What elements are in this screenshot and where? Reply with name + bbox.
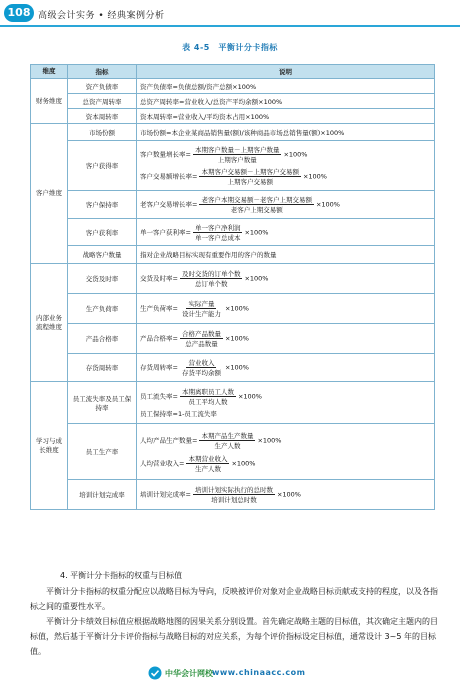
denominator: 生产人数 [194, 464, 221, 473]
description-cell [137, 324, 435, 354]
denominator: 上期客户数量 [217, 156, 257, 164]
multiplier: ×100% [231, 459, 256, 467]
indicator-cell: 市场份额 [68, 124, 137, 141]
table-header-row [31, 65, 435, 79]
table-row [31, 79, 435, 94]
page-header [0, 0, 460, 28]
formula-label: 客户数量增长率= [140, 150, 191, 159]
indicator-cell: 客户保持率 [68, 191, 137, 219]
denominator: 生产人数 [214, 441, 241, 450]
formula-line [140, 167, 431, 186]
formula-fraction [186, 454, 229, 473]
multiplier: ×100% [302, 172, 327, 181]
formula-label: 生产负荷率= [140, 304, 178, 313]
description-cell [137, 480, 435, 510]
numerator: 实际产量 [188, 300, 215, 308]
numerator: 营业收入 [188, 359, 215, 367]
formula-label: 产品合格率= [140, 334, 178, 343]
table-row [31, 424, 435, 480]
numerator: 培训计划实际执行的总时数 [194, 486, 273, 494]
multiplier: ×100% [244, 228, 269, 236]
denominator: 培训计划总时数 [211, 496, 257, 504]
table-row [31, 354, 435, 382]
table-row [31, 324, 435, 354]
formula-fraction [193, 145, 282, 164]
description-cell [137, 219, 435, 246]
multiplier: ×100% [283, 150, 308, 159]
multiplier: ×100% [276, 490, 301, 499]
formula-fraction [180, 358, 223, 377]
formula-fraction [180, 269, 243, 288]
multiplier: ×100% [315, 200, 340, 209]
column-header-indicator: 指标 [68, 65, 137, 79]
table-row [31, 141, 435, 191]
numerator: 及时交货的订单个数 [181, 270, 241, 278]
table-row [31, 246, 435, 264]
balanced-scorecard-table [30, 64, 435, 510]
formula-label: 客户交易额增长率= [140, 172, 198, 181]
dimension-finance: 财务维度 [31, 79, 68, 124]
formula-label: 员工流失率= [140, 392, 178, 401]
formula-label: 培训计划完成率= [140, 490, 191, 499]
page-number: 108 [4, 4, 34, 22]
formula-fraction [193, 223, 243, 242]
multiplier: ×100% [257, 436, 282, 444]
denominator: 总产品数量 [185, 340, 218, 348]
description-cell: 指对企业战略目标实现有重要作用的客户的数量 [137, 246, 435, 264]
denominator: 存货平均余额 [181, 369, 221, 377]
indicator-cell: 战略客户数量 [68, 246, 137, 264]
indicator-cell: 员工流失率及员工保持率 [68, 382, 137, 424]
indicator-cell: 客户获利率 [68, 219, 137, 246]
formula-line [140, 431, 431, 450]
formula-label: 交货及时率= [140, 274, 178, 283]
formula-line [140, 454, 431, 473]
description-cell [137, 424, 435, 480]
table-row [31, 294, 435, 324]
formula-label: 单一客户获利率= [140, 228, 191, 236]
indicator-cell: 产品合格率 [68, 324, 137, 354]
header-rule [0, 25, 460, 27]
formula-label: 人均产品生产数量= [140, 436, 198, 444]
description-cell [137, 264, 435, 294]
indicator-cell: 资产负债率 [68, 79, 137, 94]
description-cell: 市场份额=本企业某商品销售量(额)/该种商品市场总销售量(额)×100% [137, 124, 435, 141]
table-row [31, 124, 435, 141]
formula-line [140, 145, 431, 164]
denominator: 员工平均人数 [188, 398, 228, 406]
formula-fraction [180, 387, 236, 406]
numerator: 单一客户净利润 [194, 223, 241, 232]
formula-fraction [199, 195, 314, 214]
indicator-cell: 交货及时率 [68, 264, 137, 294]
numerator: 本期离职员工人数 [181, 388, 234, 396]
footer-url[interactable]: www.chinaacc.com [212, 668, 306, 677]
description-cell [137, 191, 435, 219]
description-cell [137, 294, 435, 324]
page-footer [0, 662, 460, 686]
multiplier: ×100% [224, 334, 249, 343]
column-header-dimension: 维度 [31, 65, 68, 79]
indicator-cell: 员工生产率 [68, 424, 137, 480]
body-paragraph: 平衡计分卡绩效目标值应根据战略地图的因果关系分别设置。首先确定战略主题的目标值，其次确定主题内的目标值，然后基于平衡计分卡评价指标与战略目标的对应关系，为每个评价指标设定目标值，通常设计 3~5 年的目标值。 [30, 617, 438, 656]
description-cell: 资产负债率=负债总额/资产总额×100% [137, 79, 435, 94]
description-cell: 总资产周转率=营业收入/总资产平均余额×100% [137, 94, 435, 109]
table-row [31, 191, 435, 219]
denominator: 设计生产能力 [181, 310, 221, 318]
numerator: 本期客户数量－上期客户数量 [194, 146, 280, 154]
formula-label: 老客户交易增长率= [140, 200, 198, 209]
indicator-cell: 生产负荷率 [68, 294, 137, 324]
table-row [31, 264, 435, 294]
dimension-learning: 学习与成长维度 [31, 382, 68, 510]
indicator-cell: 总资产周转率 [68, 94, 137, 109]
multiplier: ×100% [224, 304, 249, 313]
section-heading: 4. 平衡计分卡指标的权重与目标值 [60, 571, 183, 580]
formula-fraction [199, 431, 255, 450]
formula-fraction [180, 329, 223, 348]
formula-line: 员工保持率=1-员工流失率 [140, 410, 217, 418]
numerator: 合格产品数量 [181, 330, 221, 338]
formula-fraction [180, 299, 223, 318]
formula-fraction [199, 167, 301, 186]
table-row [31, 382, 435, 424]
body-paragraph: 平衡计分卡指标的权重分配应以战略目标为导向，反映被评价对象对企业战略目标贡献或支持的程度，以及各指标之间的重要性水平。 [30, 587, 438, 611]
indicator-cell: 资本周转率 [68, 109, 137, 124]
multiplier: ×100% [224, 363, 249, 372]
column-header-description: 说明 [137, 65, 435, 79]
denominator: 上期客户交易额 [227, 178, 273, 186]
formula-label: 存货周转率= [140, 363, 178, 372]
numerator: 老客户本期交易额－老客户上期交易额 [201, 196, 312, 204]
dimension-process: 内部业务流程维度 [31, 264, 68, 382]
description-cell [137, 354, 435, 382]
formula-line [140, 387, 431, 406]
description-cell: 资本周转率=营业收入/平均资本占用×100% [137, 109, 435, 124]
multiplier: ×100% [244, 274, 269, 283]
indicator-cell: 客户获得率 [68, 141, 137, 191]
table-row [31, 109, 435, 124]
denominator: 总订单个数 [194, 280, 228, 288]
footer-brand: 中华会计网校 [165, 669, 213, 678]
denominator: 单一客户总成本 [194, 233, 241, 242]
table-row [31, 480, 435, 510]
numerator: 本期产品生产数量 [201, 431, 254, 440]
indicator-cell: 培训计划完成率 [68, 480, 137, 510]
table-row [31, 94, 435, 109]
dimension-customer: 客户维度 [31, 124, 68, 264]
multiplier: ×100% [237, 392, 262, 401]
table-caption: 表 4-5 平衡计分卡指标 [182, 43, 278, 52]
formula-fraction [193, 485, 275, 504]
description-cell [137, 382, 435, 424]
denominator: 老客户上期交易额 [230, 206, 283, 214]
formula-label: 人均营业收入= [140, 459, 185, 467]
running-title: 高级会计实务 • 经典案例分析 [38, 11, 165, 21]
indicator-cell: 存货周转率 [68, 354, 137, 382]
table-row [31, 219, 435, 246]
numerator: 本期营业收入 [188, 454, 228, 463]
numerator: 本期客户交易额－上期客户交易额 [201, 168, 299, 176]
brand-logo-icon [148, 666, 162, 680]
description-cell [137, 141, 435, 191]
